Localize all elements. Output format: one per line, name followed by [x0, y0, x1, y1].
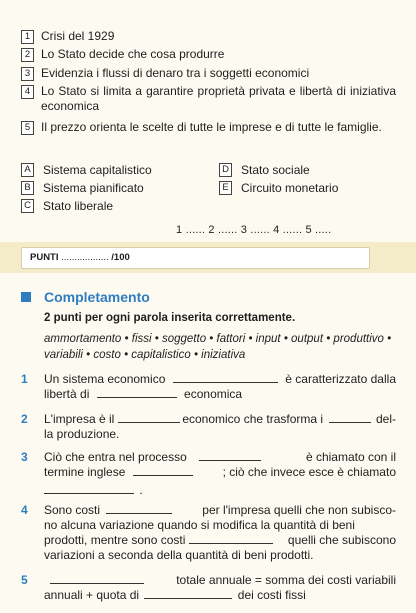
item-4 [21, 84, 396, 116]
option-letter-box: C [21, 199, 34, 213]
question-text: ; ciò che invece esce è chiamato [222, 465, 396, 479]
answer-blank[interactable] [199, 450, 261, 461]
option-letter-box: D [219, 163, 232, 177]
word-bank: ammortamento • fissi • soggetto • fattori • input • output • produttivo • variabili • costo • capitalistico • iniziativa [44, 333, 392, 361]
answer-blank[interactable] [329, 412, 371, 423]
answer-line[interactable]: 1 ...... 2 ...... 3 ...... 4 ...... 5 ..... [176, 224, 332, 236]
question-3 [44, 450, 396, 498]
option-text: Stato sociale [241, 163, 310, 177]
answer-blank[interactable] [44, 483, 134, 494]
item-text: Lo Stato si limita a garantire proprietà privata e libertà di iniziativa economica [41, 84, 396, 113]
question-text: termine inglese [44, 465, 126, 479]
question-number: 2 [21, 412, 28, 426]
question-text: è caratterizzato dalla [285, 372, 396, 386]
question-number: 1 [21, 372, 28, 386]
score-box [21, 247, 370, 269]
option-letter-box: E [219, 181, 232, 195]
item-number-box: 2 [21, 48, 34, 62]
answer-blank[interactable] [189, 533, 273, 544]
option-text: Sistema capitalistico [43, 163, 152, 177]
question-2 [44, 412, 396, 442]
score-dots[interactable]: .................. [61, 252, 109, 263]
score-max: /100 [111, 252, 130, 263]
question-5 [44, 573, 396, 603]
question-text: L'impresa è il [44, 412, 115, 426]
option-d [219, 163, 399, 178]
item-2 [21, 47, 396, 63]
question-text: è chiamato con il [305, 450, 396, 464]
item-text: Crisi del 1929 [41, 29, 115, 43]
option-e [219, 181, 399, 196]
item-text: Evidenzia i flussi di denaro tra i soggetti economici [41, 66, 310, 80]
question-text: libertà di [44, 387, 90, 401]
question-text: Un sistema economico [44, 372, 166, 386]
question-number: 4 [21, 503, 28, 517]
option-text: Circuito monetario [241, 181, 339, 195]
item-number-box: 3 [21, 67, 34, 81]
option-letter-box: A [21, 163, 34, 177]
question-text: Sono costi [44, 503, 101, 517]
answer-blank[interactable] [173, 372, 278, 383]
question-text: dei costi fissi [237, 588, 306, 602]
item-number-box: 1 [21, 30, 34, 44]
question-text: . [139, 483, 143, 497]
option-c [21, 199, 201, 214]
question-text: no alcuna variazione quando si modifica la quantità di beni [44, 518, 355, 532]
section-instruction: 2 punti per ogni parola inserita correttamente. [44, 312, 296, 324]
question-text: quelli che subiscono [287, 533, 396, 547]
answer-blank[interactable] [106, 503, 172, 514]
answer-blank[interactable] [97, 387, 177, 398]
item-3 [21, 66, 396, 82]
item-number-box: 5 [21, 121, 34, 135]
section-square-icon [21, 292, 31, 302]
question-text: del- [375, 412, 396, 426]
question-4 [44, 503, 396, 563]
item-text: Lo Stato decide che cosa produrre [41, 47, 225, 61]
score-label: PUNTI [30, 252, 59, 263]
answer-blank[interactable] [144, 588, 232, 599]
question-1 [44, 372, 396, 402]
item-number-box: 4 [21, 85, 34, 99]
answer-blank[interactable] [50, 573, 144, 584]
item-1 [21, 29, 396, 45]
question-text: prodotti, mentre sono costi [44, 533, 186, 547]
question-text: la produzione. [44, 427, 120, 441]
question-text: annuali + quota di [44, 588, 140, 602]
option-letter-box: B [21, 181, 34, 195]
answer-blank[interactable] [118, 412, 180, 423]
score-text [30, 252, 130, 264]
option-b [21, 181, 201, 196]
question-number: 3 [21, 450, 28, 464]
question-text: economica [184, 387, 243, 401]
item-5 [21, 120, 396, 152]
option-text: Stato liberale [43, 199, 114, 213]
question-text: per l'impresa quelli che non subisco- [202, 503, 396, 517]
section-title: Completamento [44, 289, 150, 305]
question-text: Ciò che entra nel processo [44, 450, 187, 464]
item-text: Il prezzo orienta le scelte di tutte le imprese e di tutte le famiglie. [41, 120, 382, 134]
answer-blank[interactable] [133, 465, 193, 476]
question-number: 5 [21, 573, 28, 587]
option-a [21, 163, 201, 178]
question-text: totale annuale = somma dei costi variabili [176, 573, 396, 587]
question-text: variazioni a seconda della quantità di beni prodotti. [44, 548, 314, 562]
option-text: Sistema pianificato [43, 181, 144, 195]
question-text: economico che trasforma i [182, 412, 324, 426]
